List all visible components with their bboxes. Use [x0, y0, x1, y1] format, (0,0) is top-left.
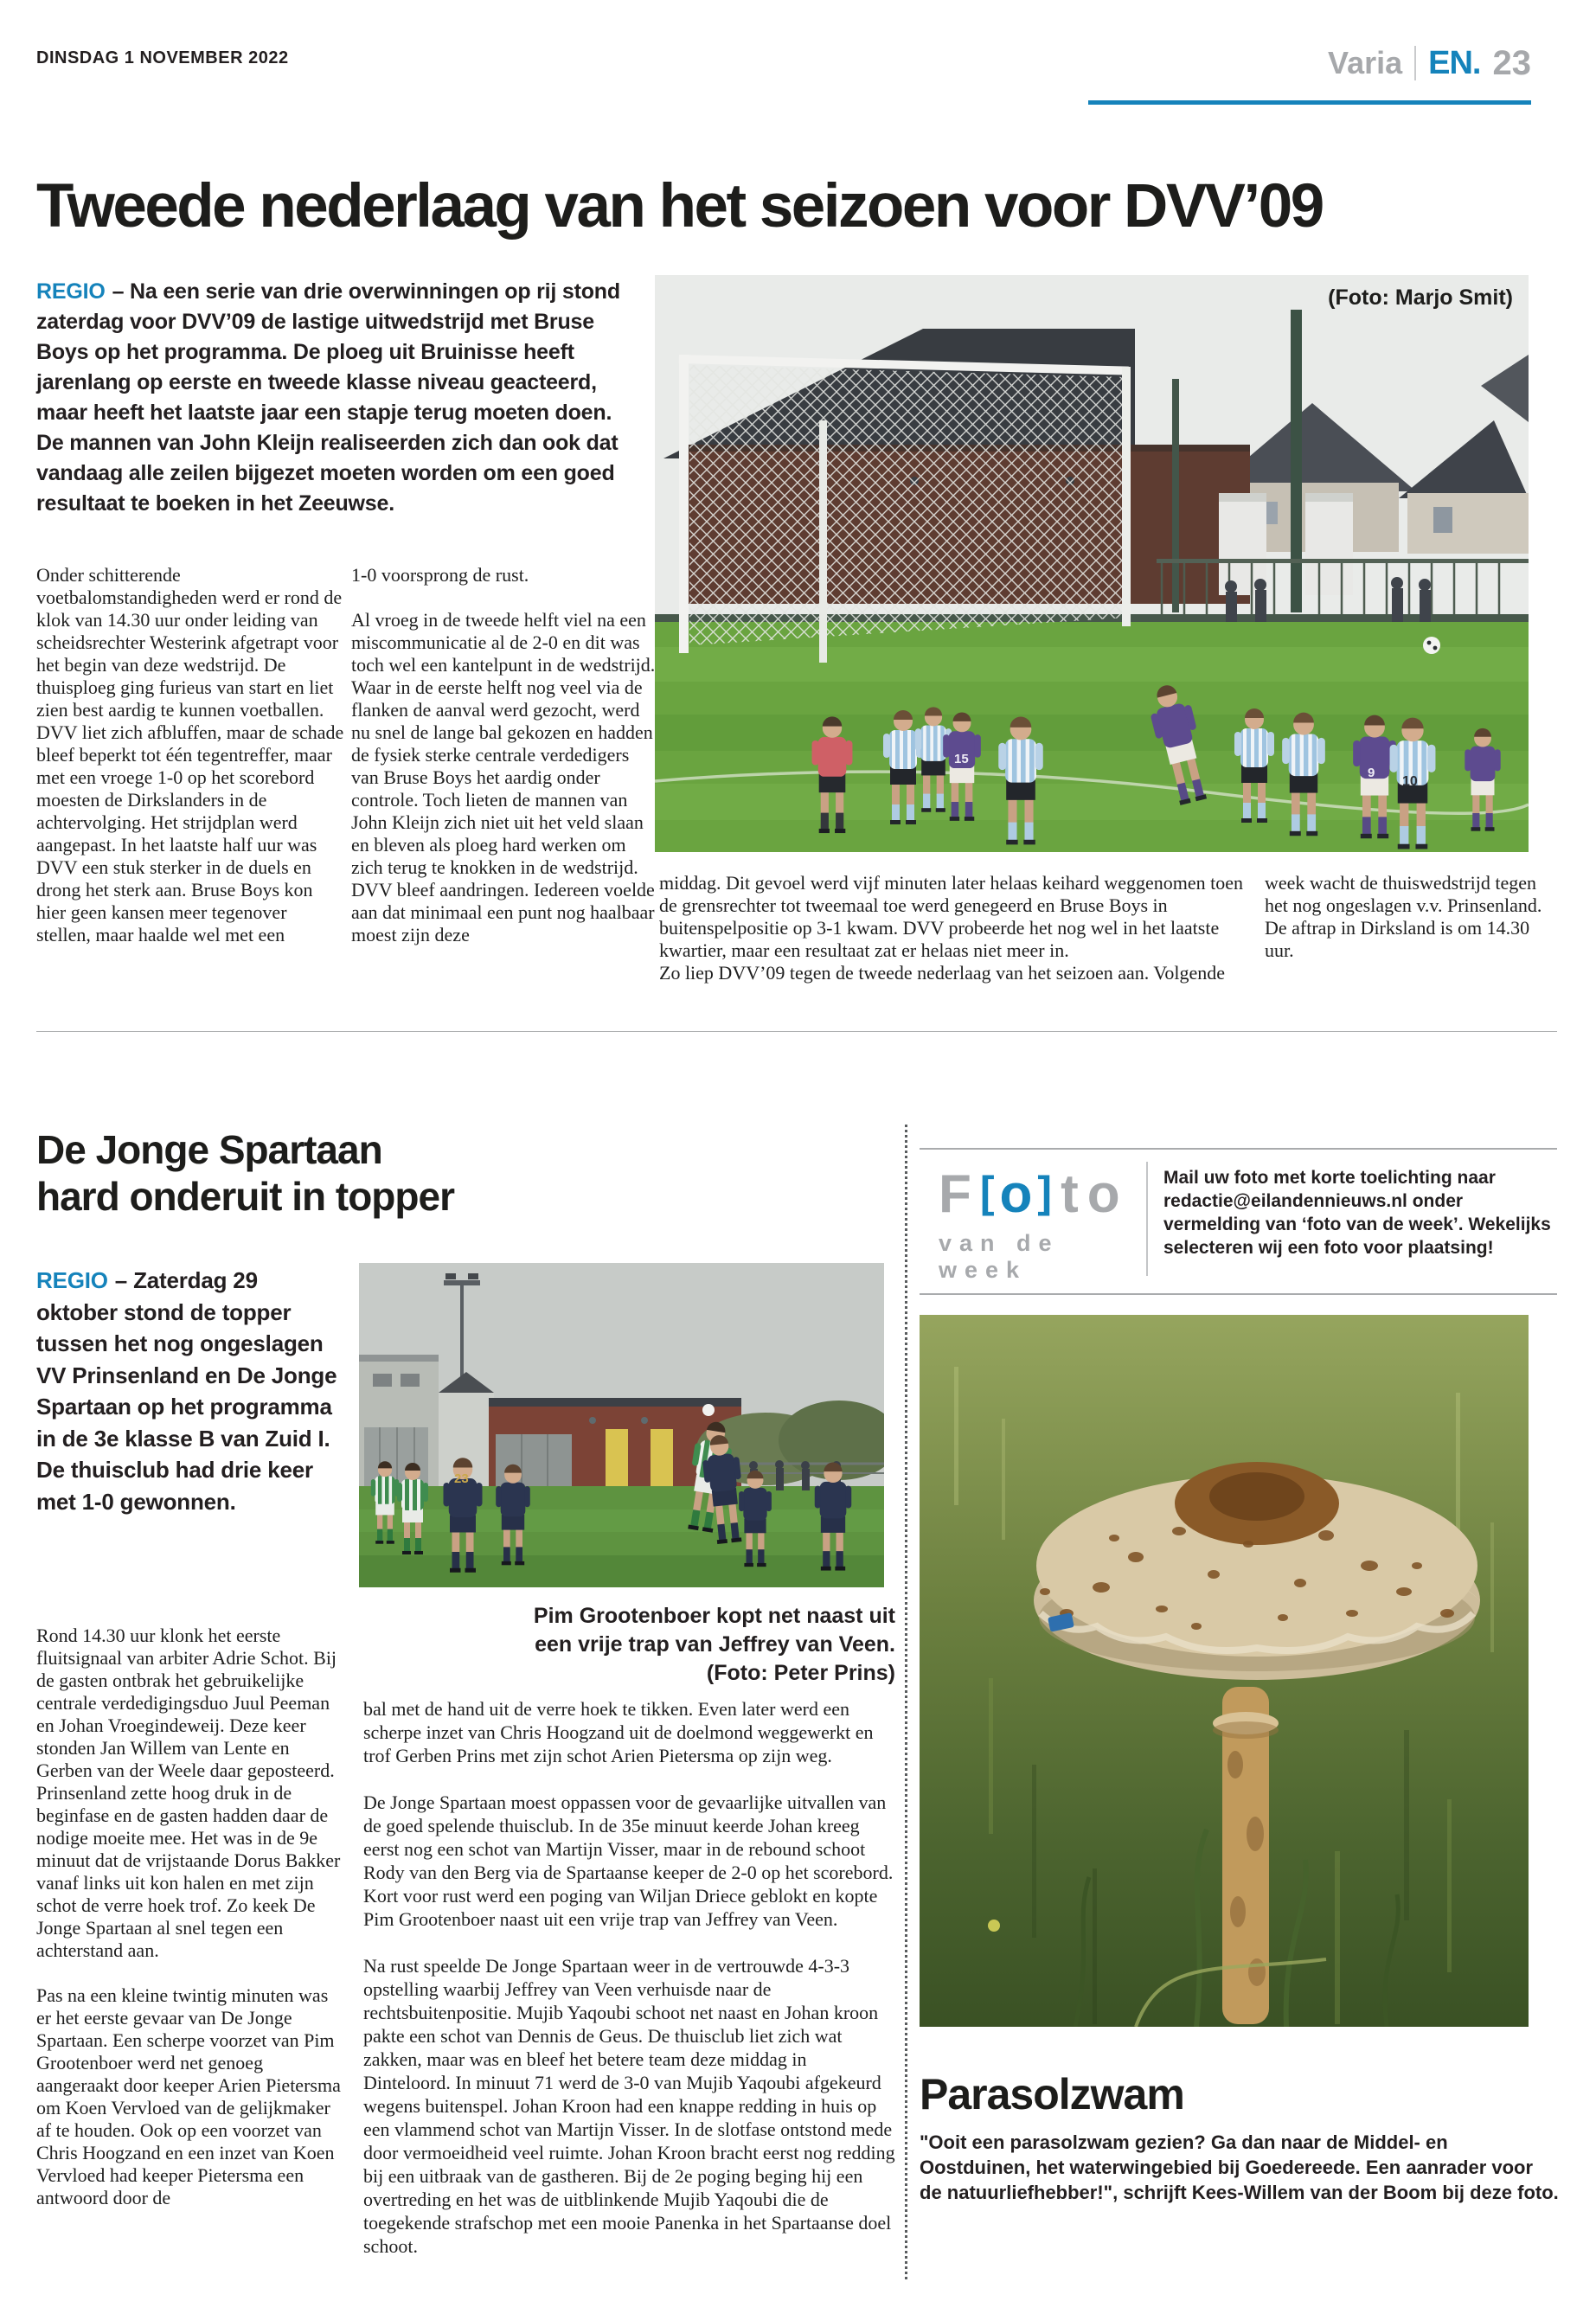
section-label: Varia [1328, 45, 1403, 80]
article1-column-2 [351, 564, 656, 946]
regio-label-2: REGIO [36, 1267, 108, 1293]
article1-column-4 [1265, 872, 1563, 962]
foto-van-de-week-photo [920, 1315, 1529, 2027]
header-accent-line [1088, 100, 1531, 105]
fvdw-bracket-left: [ [979, 1168, 995, 1216]
fvdw-logo-f: F [939, 1164, 971, 1224]
jersey-number-10: 10 [1402, 774, 1418, 789]
caption-line-3: (Foto: Peter Prins) [706, 1661, 895, 1685]
jersey-number-15: 15 [954, 752, 969, 766]
article1-intro [36, 277, 628, 519]
article2-mid-p1: bal met de hand uit de verre hoek te tikken. Even later werd een scherpe inzet van Chris Hoogzand uit de doelmond weggewerkt en trof Gerben Prins met zijn schot Arien Pietersma op zijn weg. [363, 1698, 874, 1766]
fvdw-bracket-right: ] [1037, 1168, 1053, 1216]
mushroom-photo [920, 1315, 1529, 2027]
article2-intro-text: – Zaterdag 29 oktober stond de topper tussen het nog ongeslagen VV Prinsenland en De Jonge Spartaan op het programma in de 3e klasse B van Zuid I. De thuisclub had drie keer met 1-0 gewonnen. [36, 1267, 337, 1515]
article-separator-rule [36, 1031, 1557, 1032]
article2-mid-column [363, 1697, 898, 2258]
article1-column-1 [36, 564, 344, 946]
page-date: DINSDAG 1 NOVEMBER 2022 [36, 48, 289, 67]
article2-left-p2: Pas na een kleine twintig minuten was er het eerste gevaar van De Jonge Spartaan. Een scherpe voorzet van Pim Grootenboer werd net genoeg aangeraakt door keeper Arien Pietersma om Koen Vervloed van de gelijkmaker af te houden. Ook op een voorzet van Chris Hoogzand en een inzet van Koen Vervloed had keeper Pietersma een antwoord door de [36, 1984, 341, 2208]
jersey-number-23: 23 [454, 1471, 469, 1486]
article2-photo-caption [359, 1602, 895, 1688]
photo1-grass [655, 622, 1529, 852]
article2-mid-p2: De Jonge Spartaan moest oppassen voor de gevaarlijke uitvallen van de goed spelende thuisclub. In de 35e minuut keerde Johan kreeg eerst nog een schot van Martijn Visser, maar in de rebound schoot Rody van den Berg via de Spartaanse keeper de 2-0 op het scorebord. Kort voor rust werd een poging van Wiljan Driece geblokt en kopte Pim Grootenboer naast uit een vrije trap van Jeffrey van Veen. [363, 1791, 894, 1930]
article1-headline: Tweede nederlaag van het seizoen voor DVV’09 [36, 172, 1323, 240]
caption-line-1: Pim Grootenboer kopt net naast uit [533, 1604, 895, 1628]
fvdw-text: Mail uw foto met korte toelichting naar redactie@eilandennieuws.nl onder vermelding van ‘foto van de week’. Wekelijks selecteren wij een foto voor plaatsing! [1163, 1168, 1551, 1258]
article1-photo [655, 275, 1529, 852]
fvdw-logo-o-blue: o [999, 1164, 1033, 1224]
article1-col2-p1: 1-0 voorsprong de rust. [351, 564, 529, 586]
article2-headline-line1: De Jonge Spartaan [36, 1127, 382, 1172]
article1-col1-text: Onder schitterende voetbalomstandigheden werd er rond de klok van 14.30 uur onder leiding van scheidsrechter Westerink afgetrapt voor het begin van deze wedstrijd. De thuisploeg ging furieus van start en liet zien best aardig te kunnen voetballen. DVV liet zich afbluffen, maar de schade bleef beperkt tot één tegentreffer, maar met een vroege 1-0 op het scorebord moesten de Dirkslanders in de achtervolging. Het strijdplan werd aangepast. In het laatste half uur was DVV een stuk sterker in de duels en drong het sterk aan. Bruse Boys kon hier geen kansen meer tegenover stellen, maar haalde wel met een [36, 564, 344, 945]
article2-headline-line2: hard onderuit in topper [36, 1174, 454, 1219]
article2-intro [36, 1265, 341, 1517]
photo2-grass [359, 1486, 884, 1587]
photo1-credit: (Foto: Marjo Smit) [1328, 285, 1513, 310]
fvdw-logo-t: t [1061, 1164, 1079, 1224]
article1-col3-p1: middag. Dit gevoel werd vijf minuten later helaas keihard weggenomen toen de grensrechter tot tweemaal toe werd genegeerd en Bruse Boys in buitenspelpositie op 3-1 kwam. DVV probeerde het nog wel in het laatste kwartier, maar een resultaat zat er helaas niet meer in. [659, 872, 1244, 961]
fvdw-vertical-divider [1146, 1162, 1148, 1276]
page-header-right [1088, 36, 1531, 90]
article2-mid-p3: Na rust speelde De Jonge Spartaan weer in de vertrouwde 4-3-3 opstelling waarbij Jeffrey van Veen verhuisde naar de rechtsbuitenpositie. Mujib Yaqoubi schoot net naast en Johan kroon pakte een schot van Dennis de Geus. De thuisclub liet zich wat zakken, maar was en bleef het betere team deze middag in Dinteloord. In minuut 71 werd de 3-0 van Mujib Yaqoubi afgekeurd wegens buitenspel. Johan Kroon had een knappe redding in huis op een vlammend schot van Martijn Visser. In de slotfase ontstond mede door vermoeidheid veel ruimte. Johan Kroon bracht eerst nog redding bij een uitbraak van de gastheren. Bij de 2e poging beging hij een overtreding en het was de uitblinkende Mujib Yaqoubi die de toegekende strafschop met een mooie Panenka in het Spartaanse doel schoot. [363, 1955, 895, 2257]
article1-intro-text: – Na een serie van drie overwinningen op rij stond zaterdag voor DVV’09 de lastige uitwedstrijd met Bruse Boys op het programma. De ploeg uit Bruinisse heeft jarenlang op eerste en tweede klasse niveau geacteerd, maar heeft het laatste jaar een stapje terug moeten doen. De mannen van John Kleijn realiseerden zich dan ook dat vandaag alle zeilen bijgezet moeten worden om een goed resultaat te boeken in het Zeeuwse. [36, 279, 620, 516]
soccer-photo-1 [655, 275, 1529, 852]
page-number: 23 [1492, 43, 1531, 82]
parasolzwam-title: Parasolzwam [920, 2070, 1184, 2118]
brand-logo: EN. [1428, 44, 1481, 81]
article2-left-p1: Rond 14.30 uur klonk het eerste fluitsignaal van arbiter Adrie Schot. Bij de gasten ontbrak het gebruikelijke centrale verdedigingsduo Juul Peeman en Johan Vroegindeweij. Deze keer stonden Jan Willem van Lente en Gerben van der Weele daar geposteerd. Prinsenland zette hoog druk in de beginfase en de gasten hadden daar de nodige moeite mee. Het was in de 9e minuut dat de vrijstaande Dorus Bakker vanaf links uit kon halen en met zijn schot de verre hoek trof. Zo keek De Jonge Spartaan al snel tegen een achterstand aan. [36, 1625, 341, 1961]
fvdw-bottom-rule [920, 1293, 1557, 1295]
soccer-photo-2 [359, 1263, 884, 1587]
caption-line-2: een vrije trap van Jeffrey van Veen. [535, 1632, 895, 1657]
fvdw-logo-subtitle: van de week [939, 1230, 1060, 1283]
parasolzwam-text: "Ooit een parasolzwam gezien? Ga dan naar de Middel- en Oostduinen, het waterwingebied bij Goedereede. Een aanrader voor de natuurliefhebber!", schrijft Kees-Willem van der Boom bij deze foto. [920, 2131, 1559, 2203]
article2-photo [359, 1263, 884, 1587]
article2-left-column [36, 1625, 344, 2209]
article1-col2-p2: Al vroeg in de tweede helft viel na een miscommunicatie al de 2-0 en dit was toch wel een kantelpunt in de wedstrijd. Waar in de eerste helft nog veel via de flanken de aanval werd gezocht, werd nu snel de lange bal gekozen en hadden de fysiek sterke centrale verdedigers van Bruse Boys het aardig onder controle. Toch lieten de mannen van John Kleijn zich niet uit het veld slaan en bleven als ploeg hard werken om zich terug te knokken in de wedstrijd. DVV bleef aandringen. Iedereen voelde aan dat minimaal een punt nog haalbaar moest zijn deze [351, 609, 656, 945]
photo1-goal [679, 355, 1131, 663]
header-divider [1414, 46, 1416, 80]
article1-col3-p2: Zo liep DVV’09 tegen de tweede nederlaag van het seizoen aan. Volgende [659, 962, 1226, 984]
fvdw-logo [939, 1163, 1138, 1284]
dotted-column-separator [905, 1125, 907, 2279]
article1-column-3 [659, 872, 1265, 984]
article1-col4-text: week wacht de thuiswedstrijd tegen het nog ongeslagen v.v. Prinsenland. De aftrap in Dirksland is om 14.30 uur. [1265, 872, 1542, 961]
fvdw-logo-o2: o [1086, 1164, 1120, 1224]
jersey-number-9: 9 [1368, 766, 1375, 780]
article2-headline [36, 1126, 590, 1220]
fvdw-top-rule [920, 1148, 1557, 1150]
regio-label: REGIO [36, 279, 106, 304]
